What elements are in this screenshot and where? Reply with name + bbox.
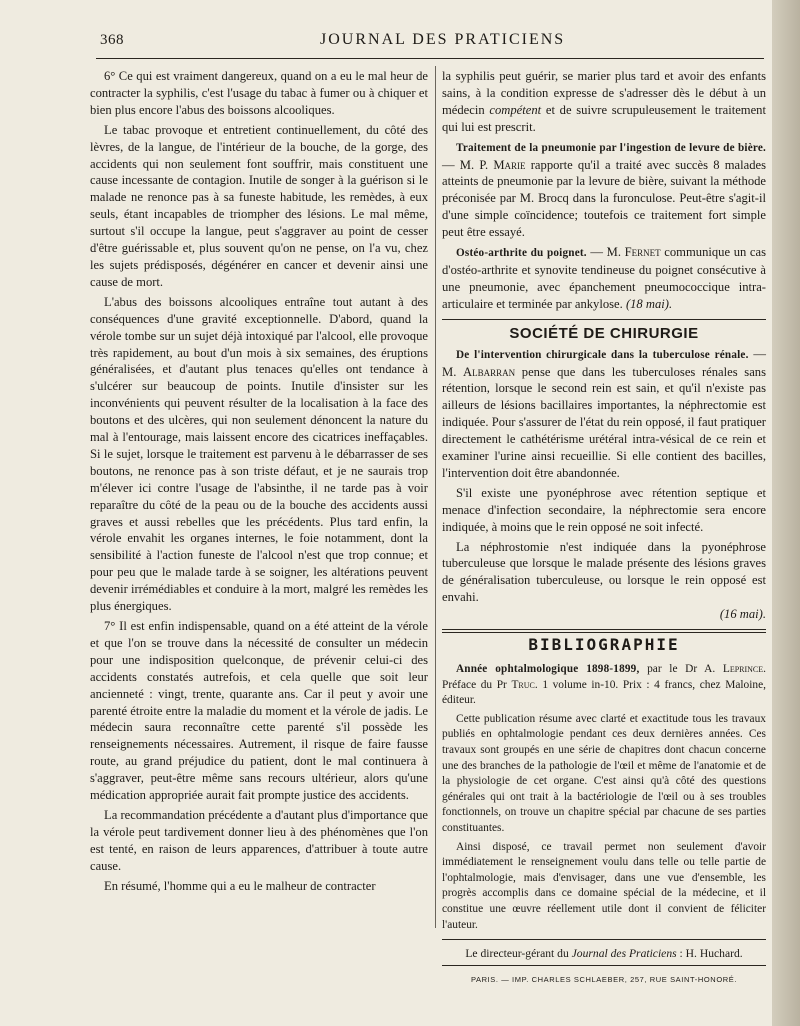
paragraph-tobacco-alcohol: 6° Ce qui est vraiment dangereux, quand on a eu le mal heur de contracter la syphilis, c'est l'usage du tabac à fumer ou à chiquer et bien plus encore l'abus des boissons alcooliques. (90, 69, 428, 117)
article-heading: Traitement de la pneumonie par l'ingestion de levure de bière. (456, 141, 766, 154)
session-date: (16 mai). (719, 607, 766, 622)
session-date: (18 mai). (625, 296, 673, 311)
header-rule (96, 58, 764, 59)
paragraph-continuation: la syphilis peut guérir, se marier plus tard et avoir des enfants sains, à la condition expresse de s'adresser dès le début à un médecin compétent et de suivre scrupuleusement le traitement qui lui est prescrit. (442, 69, 766, 134)
paragraph-inform-doctor: 7° Il est enfin indispensable, quand on a été atteint de la vérole et que l'on se trouve dans la nécessité de consulter un médecin pour une indisposition quelconque, de prévenir celui-ci des accidents constatés autrefois, et cela quelle que soit leur ancienneté : vingt, trente, quarante ans. Car il peut y avoir une parenté étroite entre la maladie du moment et la vérole de jadis. Le médecin saura reconnaître cette parenté s'il possède les renseignements nécessaires. Autrement, il risque de faire fausse route, au grand préjudice du patient, dont le mal continuera à s'aggraver, peut-être même sans recours ultérieur, alors qu'une médication appropriée aurait fait prompte justice des accidents. (90, 619, 428, 803)
footer-rule (442, 939, 766, 940)
bibliography-entry (442, 662, 766, 933)
paragraph-tobacco: Le tabac provoque et entretient continuellement, du côté des lèvres, de la langue, de l'intérieur de la bouche, de la gorge, des accidents qui non seulement font souffrir, mais constituent une cause incessante de contagion. Inutile de songer à la guérison si le malade ne renonce pas à sa funeste habitude, les remèdes, à eux seuls, étant incapables de triompher des lésions. Le mal même, surtout s'il occupe la langue, peut s'aggraver au point de cesser d'être guérissable et, plus souvent qu'on ne pense, on l'a vu, chez les sujets prédisposés, dégénérer en cancer et devenir ainsi une cause de mort. (90, 122, 428, 289)
article-heading: De l'intervention chirurgicale dans la tuberculose rénale. (456, 348, 749, 361)
paragraph-recommendation: La recommandation précédente a d'autant plus d'importance que la vérole peut tardivement donner lieu à des phénomènes que l'on est tenté, en raison de leurs apparences, d'attribuer à toute autre cause. (90, 807, 428, 873)
author-name: Marie (493, 157, 526, 172)
printer-imprint: PARIS. — IMP. CHARLES SCHLAEBER, 257, RUE SAINT-HONORÉ. (470, 975, 738, 984)
section-rule (442, 629, 766, 630)
bibliography-heading: BIBLIOGRAPHIE (528, 635, 680, 655)
publisher-line: Le directeur-gérant du Journal des Praticiens : H. Huchard. (465, 947, 743, 961)
section-rule (442, 319, 766, 320)
paragraph-pyonephrosis: S'il existe une pyonéphrose avec rétention septique et menace d'infection secondaire, la néphrectomie sera encore indiquée, à moins que le rein opposé ne soit infecté. (442, 485, 766, 534)
article-pneumonia-yeast: Traitement de la pneumonie par l'ingestion de levure de bière. — M. P. Marie rapporte qu'il a traité avec succès 8 malades atteints de pneumonie par la levure de bière, suivant la méthode préconisée par M. Brocq dans la furonculose. Peut-être s'agit-il d'une simple coïncidence; toutefois ce traitement fort simple peut être essayé. (442, 141, 766, 240)
page-edge-shadow (772, 0, 800, 1026)
article-heading: Ostéo-arthrite du poignet. (456, 247, 587, 260)
running-title: JOURNAL DES PRATICIENS (320, 31, 566, 48)
article-osteo-arthritis: Ostéo-arthrite du poignet. — M. Fernet communique un cas d'ostéo-arthrite et synovite tendineuse du poignet consécutive à une pneumonie, avec épanchement pneumococcique intra-articulaire et terminée par ankylose. (18 mai). (442, 245, 767, 311)
footer-rule (442, 965, 766, 966)
paragraph-nephrostomy: La néphrostomie n'est indiquée dans la pyonéphrose tuberculeuse que lorsque le malade présente des lésions graves de généralisation tuberculeuse, ou lorsque le rein opposé est envahi. (442, 539, 766, 605)
article-renal-tuberculosis: De l'intervention chirurgicale dans la tuberculose rénale. — M. Albarran pense que dans les tuberculoses rénales sans rétention, lorsque le second rein est sain, et qu'il n'existe pas ailleurs de lésions bacillaires importantes, la néphrectomie est indiquée. Pour s'assurer de l'état du rein opposé, il faut pratiquer directement le cathétérisme urétéral intra-vésical de ce rein et examiner l'urine ainsi recueillie. Si elle contient des bacilles, l'intervention doit être abandonnée. (442, 346, 766, 480)
page-number: 368 (100, 32, 124, 48)
section-rule-double (442, 632, 766, 633)
review-paragraph: Cette publication résume avec clarté et exactitude tous les travaux publiés en ophtalmologie pendant ces deux dernières années. Ces travaux sont groupés en une série de chapitres dont chacun concerne une des branches de la pathologie de l'œil et même de l'anatomie et de la physiologie de cet organe. C'est ainsi qu'à côté des questions générales qui ont trait à la bactériologie de l'œil ou à ses troubles fonctionnels, on trouve un chapitre spécial par chacune de ses parties constituantes. (442, 712, 766, 834)
review-paragraph: Ainsi disposé, ce travail permet non seulement d'avoir immédiatement le renseignement voulu dans telle ou telle partie de l'ophtalmologie, mais d'envisager, dans une vue d'ensemble, les progrès accomplis dans ce domaine spécial de la médecine, et il constitue une œuvre réellement utile dont il convient de féliciter l'auteur. (442, 840, 766, 931)
society-heading: SOCIÉTÉ DE CHIRURGIE (509, 324, 699, 342)
column-divider (435, 66, 436, 928)
paragraph-summary: En résumé, l'homme qui a eu le malheur de contracter (104, 878, 376, 893)
book-title: Année ophtalmologique 1898-1899, (456, 663, 640, 675)
preface-author: Truc (511, 678, 535, 691)
author-name: Fernet (624, 245, 661, 260)
author-name: Albarran (463, 364, 516, 379)
right-column (442, 68, 766, 989)
book-citation: Année ophtalmologique 1898-1899, par le Dr A. Leprince. Préface du Pr Truc. 1 volume in-10. Prix : 4 francs, chez Maloine, éditeur. (442, 663, 767, 707)
author-name: Leprince (722, 663, 764, 675)
paragraph-alcohol: L'abus des boissons alcooliques entraîne tout autant à des conséquences d'une gravité exceptionnelle. D'abord, quand la vérole tombe sur un sujet déjà intoxiqué par l'alcool, elle provoque très rapidement, au bout d'un mois à six semaines, des éruptions généralisées, et d'autant plus tenaces qu'elles ont tendance à s'ulcérer sur beaucoup de points. Inutile d'insister sur les inconvénients qui peuvent résulter de la localisation à la face des boutons et des ulcères, qui non seulement dénoncent la nature du mal à l'entourage, mais laissent encore des cicatrices ineffaçables. Si le sujet, lorsque le traitement est parvenu à le débarrasser de ses boutons, ne renonce pas à son triste défaut, et je ne saurais trop m'élever ici contre l'usage de l'absinthe, il ne tarde pas à voir reparaître du côté de la peau ou de la bouche des accidents aussi graves et aussi rebelles que les précédents. Plus tard enfin, la vérole envahit les organes internes, le foie notamment, dont la sensibilité à l'action funeste de l'alcool n'est que trop connue; et pour peu que le malade tarde à se soigner, les altérations peuvent devenir irrémédiables et conduire à la mort, malgré les remèdes les plus énergiques. (90, 294, 428, 614)
left-column (90, 68, 428, 895)
